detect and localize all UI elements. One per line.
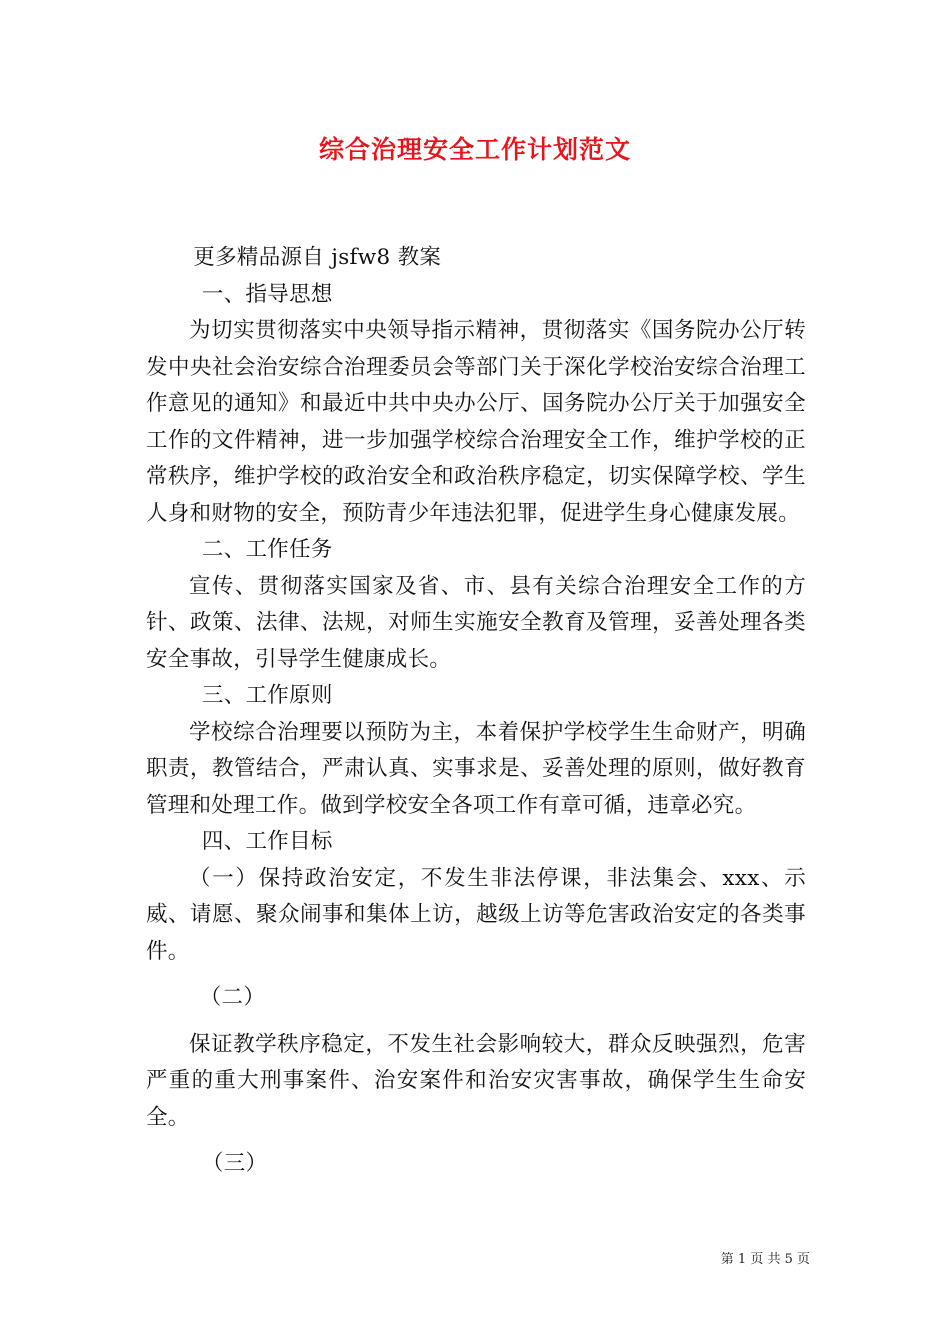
- section-paragraph: 学校综合治理要以预防为主，本着保护学校学生生命财产，明确职责，教管结合，严肃认真、实事求是、妥善处理的原则，做好教育管理和处理工作。做到学校安全各项工作有章可循，违章必究。: [146, 719, 806, 818]
- section-heading: 四、工作目标: [201, 829, 333, 854]
- section-heading: 一、指导思想: [201, 281, 333, 307]
- section-paragraph: （一）保持政治安定，不发生非法停课，非法集会、xxx、示威、请愿、聚众闹事和集体上访，越级上访等危害政治安定的各类事件。: [146, 865, 806, 964]
- section-paragraph: 宣传、贯彻落实国家及省、市、县有关综合治理安全工作的方针、政策、法律、法规，对师生实施安全教育及管理，妥善处理各类安全事故，引导学生健康成长。: [146, 573, 806, 672]
- source-line: 更多精品源自 jsfw8 教案: [193, 245, 442, 270]
- sub-item-label: （三）: [201, 1151, 268, 1176]
- section-heading: 二、工作任务: [201, 537, 333, 562]
- sub-item-label: （二）: [199, 985, 266, 1010]
- document-body: [146, 240, 806, 1183]
- page-number: 第 1 页 共 5 页: [720, 1252, 810, 1267]
- section-heading: 三、工作原则: [201, 683, 333, 708]
- sub-item-paragraph: 保证教学秩序稳定，不发生社会影响较大，群众反映强烈，危害严重的重大刑事案件、治安案件和治安灾害事故，确保学生生命安全。: [146, 1031, 806, 1130]
- section-paragraph: 为切实贯彻落实中央领导指示精神，贯彻落实《国务院办公厅转发中央社会治安综合治理委员会等部门关于深化学校治安综合治理工作意见的通知》和最近中共中央办公厅、国务院办公厅关于加强安全工作的文件精神，进一步加强学校综合治理安全工作，维护学校的正常秩序，维护学校的政治安全和政治秩序稳定，切实保障学校、学生人身和财物的安全，预防青少年违法犯罪，促进学生身心健康发展。: [146, 318, 806, 526]
- document-title: 综合治理安全工作计划范文: [318, 135, 631, 164]
